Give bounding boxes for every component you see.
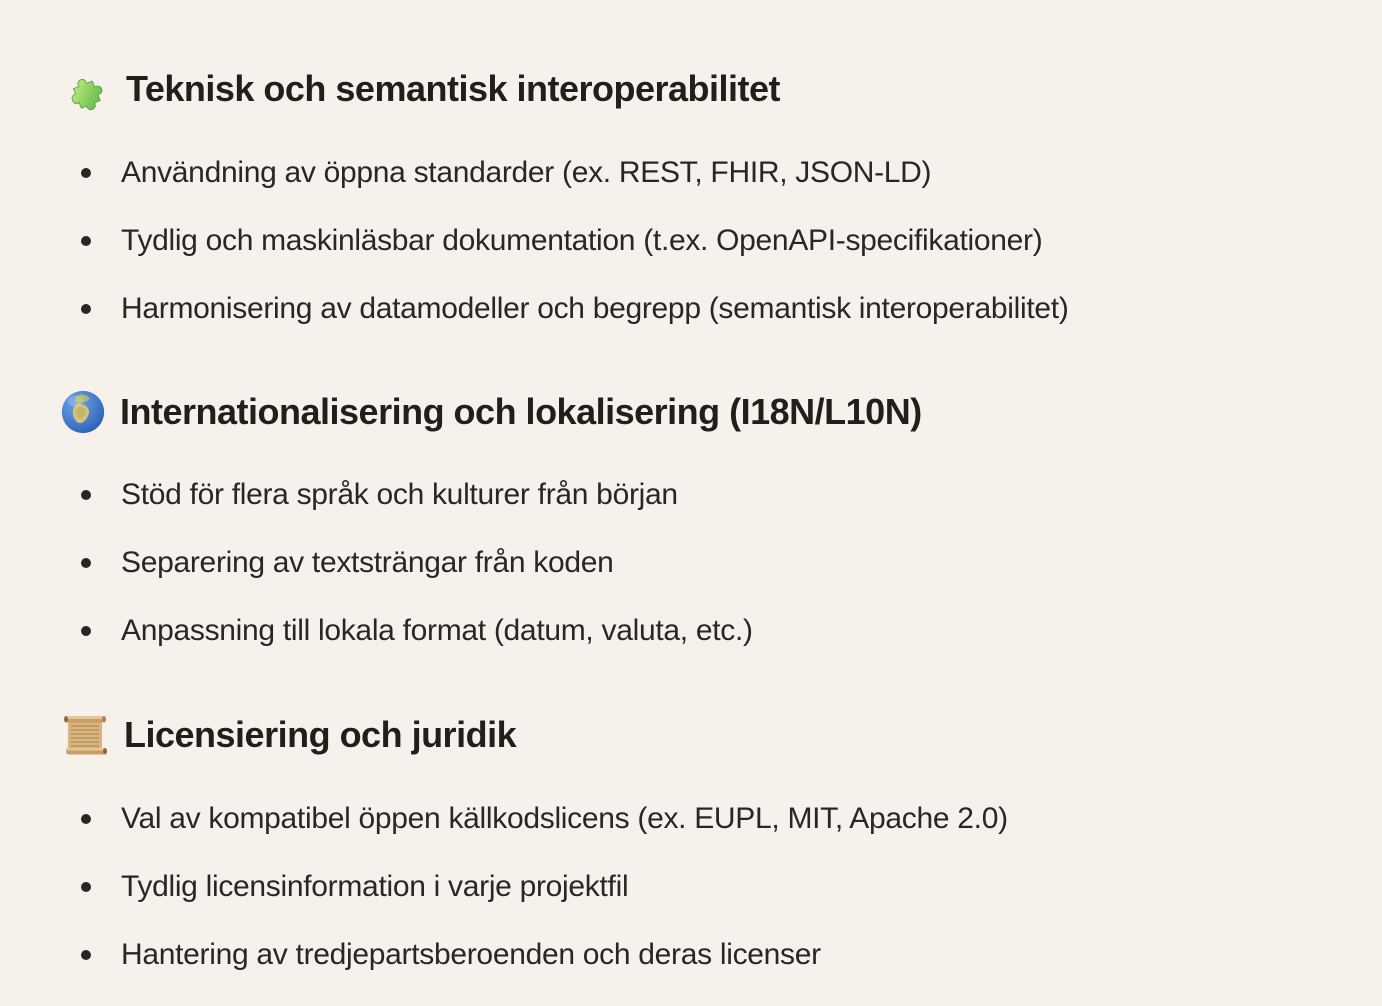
list-item: Tydlig och maskinläsbar dokumentation (t.ex. OpenAPI-specifikationer)	[60, 224, 1322, 258]
list-item: Separering av textsträngar från koden	[60, 546, 1322, 580]
section-title: Licensiering och juridik	[124, 714, 517, 755]
section-title: Teknisk och semantisk interoperabilitet	[126, 68, 781, 109]
bullet-list	[60, 802, 1322, 972]
section-interoperability	[60, 64, 1322, 326]
list-item: Användning av öppna standarder (ex. REST, FHIR, JSON-LD)	[60, 156, 1322, 190]
section-licensing	[60, 710, 1322, 972]
puzzle-icon	[60, 64, 112, 114]
section-internationalization	[60, 388, 1322, 648]
bullet-list	[60, 478, 1322, 648]
list-item: Harmonisering av datamodeller och begrepp (semantisk interoperabilitet)	[60, 292, 1322, 326]
bullet-list	[60, 156, 1322, 326]
list-item: Tydlig licensinformation i varje projektfil	[60, 870, 1322, 904]
globe-icon	[60, 389, 106, 435]
list-item: Hantering av tredjepartsberoenden och deras licenser	[60, 938, 1322, 972]
list-item: Stöd för flera språk och kulturer från början	[60, 478, 1322, 512]
section-heading	[60, 710, 1322, 760]
section-heading	[60, 388, 1322, 436]
list-item: Anpassning till lokala format (datum, valuta, etc.)	[60, 614, 1322, 648]
list-item: Val av kompatibel öppen källkodslicens (ex. EUPL, MIT, Apache 2.0)	[60, 802, 1322, 836]
scroll-icon	[60, 710, 110, 760]
section-heading	[60, 64, 1322, 114]
section-title: Internationalisering och lokalisering (I18N/L10N)	[120, 391, 922, 432]
